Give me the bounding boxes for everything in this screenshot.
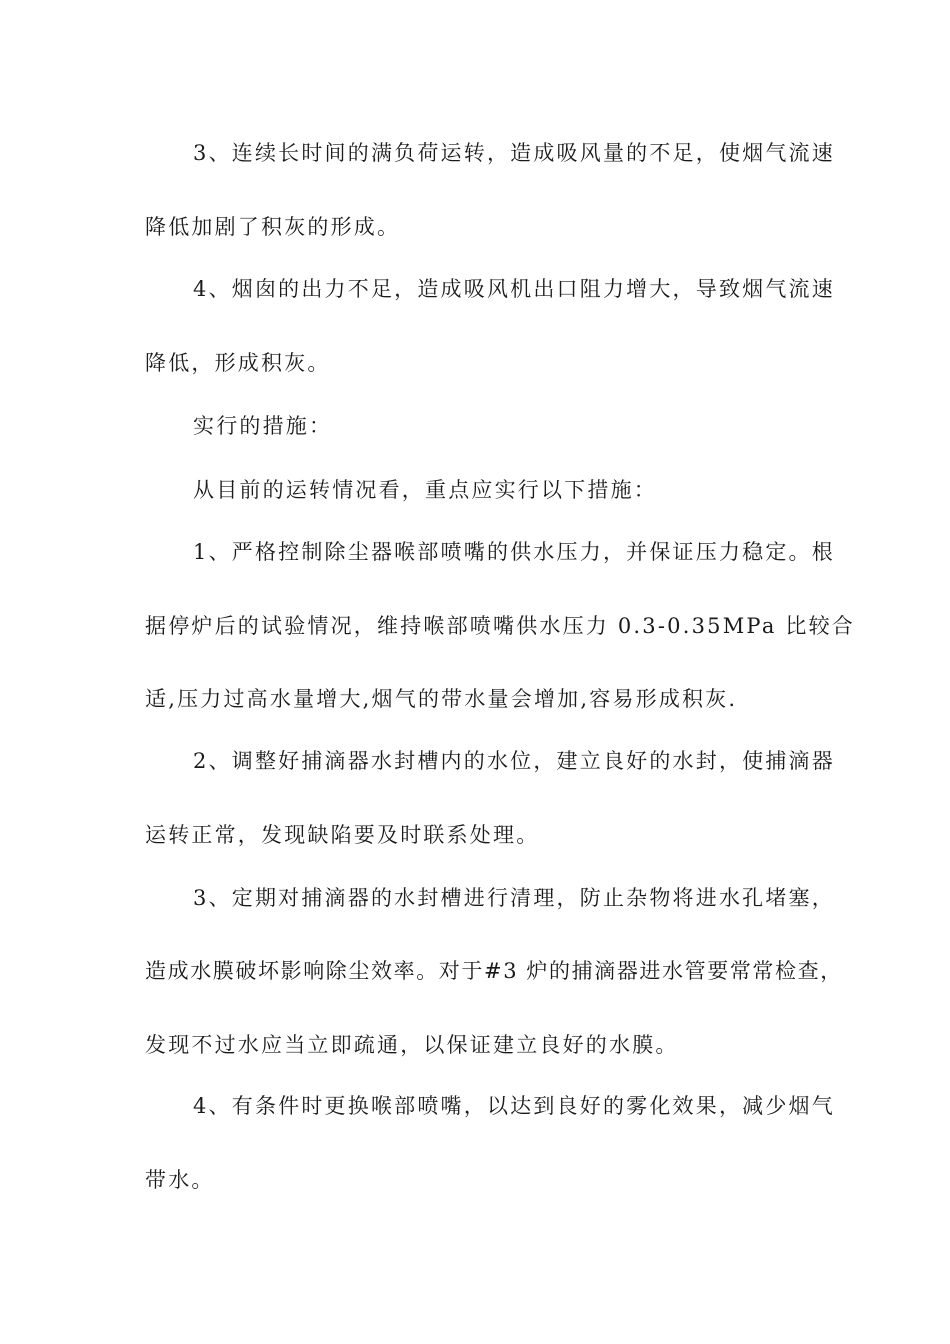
paragraph-measure-3-line-2: 造成水膜破坏影响除尘效率。对于#3 炉的捕滴器进水管要常常检查，: [145, 959, 843, 983]
paragraph-measure-4-line-1: 4、有条件时更换喉部喷嘴，以达到良好的雾化效果，减少烟气: [193, 1094, 835, 1118]
measures-heading: 实行的措施：: [193, 414, 333, 438]
paragraph-cause-4-line-1: 4、烟囱的出力不足，造成吸风机出口阻力增大，导致烟气流速: [193, 277, 835, 301]
paragraph-measure-1-line-1: 1、严格控制除尘器喉部喷嘴的供水压力，并保证压力稳定。根: [193, 540, 835, 564]
paragraph-measure-3-line-1: 3、定期对捕滴器的水封槽进行清理，防止杂物将进水孔堵塞，: [193, 886, 835, 910]
paragraph-measure-2-line-2: 运转正常，发现缺陷要及时联系处理。: [145, 823, 540, 847]
paragraph-measure-2-line-1: 2、调整好捕滴器水封槽内的水位，建立良好的水封，使捕滴器: [193, 749, 835, 773]
paragraph-measure-3-line-3: 发现不过水应当立即疏通，以保证建立良好的水膜。: [145, 1033, 679, 1057]
measures-intro: 从目前的运转情况看，重点应实行以下措施：: [193, 478, 657, 502]
paragraph-measure-4-line-2: 带水。: [145, 1168, 215, 1192]
paragraph-cause-3-line-2: 降低加剧了积灰的形成。: [145, 215, 401, 239]
paragraph-measure-1-line-3: 适,压力过高水量增大,烟气的带水量会增加,容易形成积灰.: [145, 687, 738, 711]
paragraph-measure-1-line-2: 据停炉后的试验情况，维持喉部喷嘴供水压力 0.3-0.35MPa 比较合: [145, 614, 856, 638]
paragraph-cause-3-line-1: 3、连续长时间的满负荷运转，造成吸风量的不足，使烟气流速: [193, 141, 835, 165]
paragraph-cause-4-line-2: 降低，形成积灰。: [145, 351, 331, 375]
